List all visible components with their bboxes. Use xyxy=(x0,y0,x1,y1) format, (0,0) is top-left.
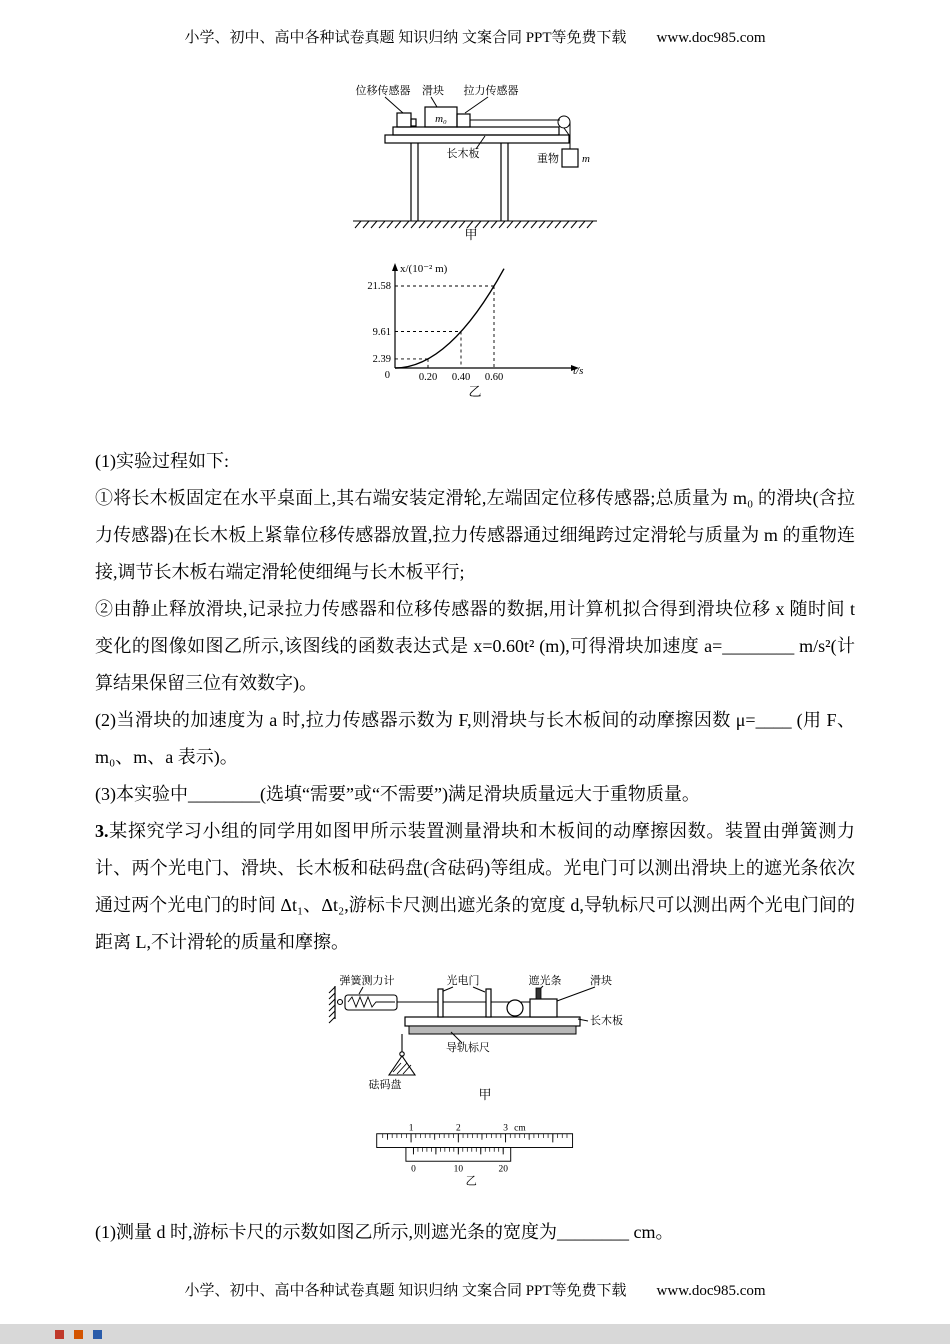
wall-hatch-icon xyxy=(329,987,335,1023)
parabola-curve xyxy=(395,269,504,368)
xtick-060: 0.60 xyxy=(484,372,504,383)
weight-mass-label: m xyxy=(582,153,590,165)
para-question2: (2)当滑块的加速度为 a 时,拉力传感器示数为 F,则滑块与长木板间的动摩擦因数 μ=____ (用 F、m₀、m、a 表示)。 xyxy=(95,710,855,767)
fig2-label-spring-scale: 弹簧测力计 xyxy=(339,975,395,987)
pulley-icon xyxy=(558,116,570,128)
footer-promo-text: 小学、初中、高中各种试卷真题 知识归纳 文案合同 PPT等免费下载 xyxy=(184,1283,627,1299)
board-and-rail xyxy=(405,1017,580,1034)
y-axis-arrow-icon xyxy=(392,263,398,271)
next-page-logo-mark xyxy=(93,1330,102,1339)
fig1-label-displacement-sensor: 位移传感器 xyxy=(355,85,411,97)
graph-ylabel: x/(10⁻² m) xyxy=(400,263,448,275)
photogate-1-icon xyxy=(438,989,443,1017)
para-problem3-intro xyxy=(95,813,855,961)
main-minor-ticks-icon xyxy=(382,1134,566,1138)
vernier-label-10: 10 xyxy=(453,1164,463,1175)
displacement-sensor-box xyxy=(397,113,416,127)
ytick-2-39: 2.39 xyxy=(372,354,391,365)
next-page-logo-mark xyxy=(74,1330,83,1339)
pulley-icon xyxy=(507,1000,523,1016)
ytick-21-58: 21.58 xyxy=(367,281,391,292)
fig2-label-rail: 导轨标尺 xyxy=(446,1042,490,1054)
force-sensor-box xyxy=(457,114,470,127)
figure1-apparatus xyxy=(0,81,950,248)
figure2-caliper xyxy=(0,1120,950,1192)
vernier-scale xyxy=(405,1147,510,1161)
fig2-label-weight-pan: 砝码盘 xyxy=(368,1079,402,1091)
main-scale xyxy=(376,1134,572,1148)
xtick-040: 0.40 xyxy=(451,372,471,383)
main-scale-label-2: 2 xyxy=(455,1123,461,1134)
string-and-pulley xyxy=(470,116,570,149)
footer-site-url: www.doc985.com xyxy=(656,1283,766,1299)
header-site-url: www.doc985.com xyxy=(656,30,766,46)
fig1-label-force-sensor: 拉力传感器 xyxy=(463,85,519,97)
axes xyxy=(395,268,572,368)
fig2-label-photogate: 光电门 xyxy=(446,975,480,987)
main-scale-label-1: 1 xyxy=(408,1123,413,1134)
ytick-9-61: 9.61 xyxy=(372,327,391,338)
vernier-label-20: 20 xyxy=(497,1164,508,1175)
slider-block xyxy=(530,999,557,1017)
weight-label: 重物 xyxy=(537,153,559,165)
long-board xyxy=(405,1017,580,1026)
question3-part1-block xyxy=(0,1214,950,1251)
weight-pan xyxy=(389,1034,415,1075)
fig2-caption: 甲 xyxy=(478,1087,492,1102)
caliper-caption: 乙 xyxy=(465,1175,477,1188)
para-question3: (3)本实验中________(选填“需要”或“不需要”)满足滑块质量远大于重物质量。 xyxy=(95,784,700,804)
graph-xlabel: t/s xyxy=(573,365,584,377)
photogates xyxy=(438,989,491,1017)
fig1-leader-lines xyxy=(385,97,488,113)
next-page-logo-mark xyxy=(55,1330,64,1339)
para-caliper-question: (1)测量 d 时,游标卡尺的示数如图乙所示,则遮光条的宽度为________ cm。 xyxy=(95,1222,674,1242)
page-header xyxy=(0,0,950,47)
header-promo-text: 小学、初中、高中各种试卷真题 知识归纳 文案合同 PPT等免费下载 xyxy=(184,30,627,46)
main-scale-unit: cm xyxy=(513,1123,526,1134)
page-footer xyxy=(0,1279,950,1300)
dashed-guides xyxy=(395,286,494,368)
next-page-edge xyxy=(0,1324,950,1344)
para-step2: ②由静止释放滑块,记录拉力传感器和位移传感器的数据,用计算机拟合得到滑块位移 x 随时间 t 变化的图像如图乙所示,该图线的函数表达式是 x=0.60t² (m),可得滑块加速度 a=________ m/s²(计算结果保留三位有效数字)。 xyxy=(95,599,855,693)
xtick-020: 0.20 xyxy=(418,372,438,383)
vernier-label-0: 0 xyxy=(410,1164,416,1175)
main-scale-label-3: 3 xyxy=(502,1123,508,1134)
long-board xyxy=(393,127,559,135)
hanging-weight xyxy=(537,149,590,167)
fig1-apparatus-diagram xyxy=(345,81,605,243)
slider-with-shutter xyxy=(530,988,557,1017)
fig1-label-slider: 滑块 xyxy=(422,85,444,97)
problem3-number: 3. xyxy=(95,821,109,841)
slider-block xyxy=(425,107,457,127)
fig1-caption: 甲 xyxy=(464,227,478,242)
wall xyxy=(329,986,335,1023)
figure2-apparatus xyxy=(0,971,950,1108)
shutter-strip-icon xyxy=(536,988,541,999)
spring-scale xyxy=(338,995,398,1010)
rail-ruler xyxy=(409,1026,576,1034)
question2-text-block xyxy=(0,443,950,961)
fig2-label-shutter: 遮光条 xyxy=(528,975,562,987)
fig2-apparatus-diagram xyxy=(305,971,645,1103)
slider-mass-label: m₀ xyxy=(435,113,447,125)
vernier-caliper-diagram xyxy=(368,1120,583,1187)
para-procedure-heading: (1)实验过程如下: xyxy=(95,451,229,471)
para-step1: ①将长木板固定在水平桌面上,其右端安装定滑轮,左端固定位移传感器;总质量为 m₀ 的滑块(含拉力传感器)在长木板上紧靠位移传感器放置,拉力传感器通过细绳跨过定滑轮与质量为 m 的重物连接,调节长木板右端定滑轮使细绳与长木板平行; xyxy=(95,488,855,582)
fig2-label-slider: 滑块 xyxy=(590,975,612,987)
graph-caption: 乙 xyxy=(468,384,482,399)
origin-label: 0 xyxy=(384,370,390,381)
fig1-label-board: 长木板 xyxy=(446,148,480,160)
x-t-graph xyxy=(360,258,590,398)
fig2-leader-lines xyxy=(359,986,595,1001)
problem3-text: 某探究学习小组的同学用如图甲所示装置测量滑块和木板间的动摩擦因数。装置由弹簧测力计、两个光电门、滑块、长木板和砝码盘(含砝码)等组成。光电门可以测出滑块上的遮光条依次通过两个光电门的时间 Δt₁、Δt₂,游标卡尺测出遮光条的宽度 d,导轨标尺可以测出两个光电门间的距离 L,不计滑轮的质量和摩擦。 xyxy=(95,821,855,952)
photogate-2-icon xyxy=(486,989,491,1017)
figure1-graph xyxy=(0,258,950,403)
fig2-label-board: 长木板 xyxy=(590,1015,623,1027)
